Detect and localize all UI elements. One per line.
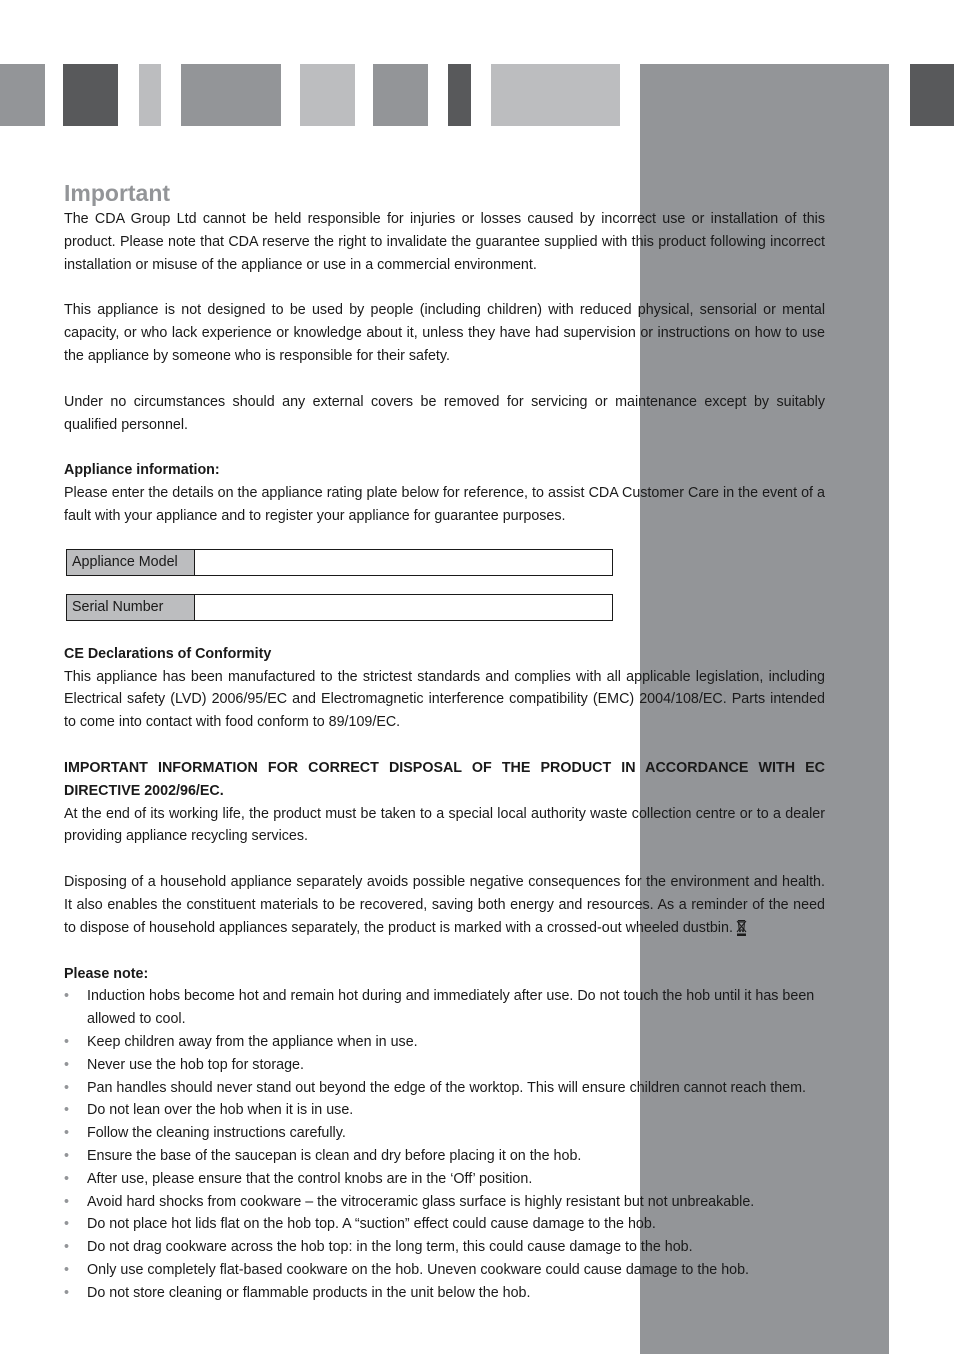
list-item-text: After use, please ensure that the control knobs are in the ‘Off’ position.: [87, 1170, 533, 1187]
bullet-icon: •: [64, 1033, 70, 1050]
bullet-icon: •: [64, 1239, 70, 1256]
list-item: [64, 985, 825, 1031]
list-item-text: Follow the cleaning instructions carefully.: [87, 1125, 346, 1142]
page-content: [64, 178, 825, 1304]
serial-number-label: Serial Number: [67, 595, 195, 620]
bullet-icon: •: [64, 1147, 70, 1164]
serial-number-field[interactable]: [195, 595, 612, 620]
header-block: [910, 64, 954, 126]
crossed-out-dustbin-icon: [736, 918, 747, 936]
disposal-text-body: Disposing of a household appliance separately avoids possible negative consequences for the environment and health. It also enables the constituent materials to be recovered, saving both energy and resources. As a reminder of the need to dispose of household appliances separately, the product is marked with a crossed-out wheeled dustbin.: [64, 874, 825, 936]
list-item-text: Keep children away from the appliance when in use.: [87, 1033, 418, 1050]
bullet-icon: •: [64, 1170, 70, 1187]
note-list: [64, 985, 825, 1304]
appliance-model-field[interactable]: [195, 550, 612, 575]
list-item-text: Do not drag cookware across the hob top: in the long term, this could cause damage to the hob.: [87, 1239, 693, 1256]
bullet-icon: •: [64, 1216, 70, 1233]
list-item: [64, 1282, 825, 1305]
list-item-text: Only use completely flat-based cookware on the hob. Uneven cookware could cause damage to the hob.: [87, 1261, 750, 1278]
appliance-model-label: Appliance Model: [67, 550, 195, 575]
list-item-text: Do not place hot lids flat on the hob top. A “suction” effect could cause damage to the hob.: [87, 1216, 656, 1233]
header-block: [63, 64, 118, 126]
list-item: [64, 1213, 825, 1236]
list-item: [64, 1054, 825, 1077]
list-item-text: Avoid hard shocks from cookware – the vitroceramic glass surface is highly resistant but not unbreakable.: [87, 1193, 755, 1210]
list-item: [64, 1031, 825, 1054]
header-block: [448, 64, 471, 126]
list-item-text: Do not store cleaning or flammable products in the unit below the hob.: [87, 1284, 531, 1301]
list-item-text: Induction hobs become hot and remain hot during and immediately after use. Do not touch the hob until it has been allowed to cool.: [87, 988, 815, 1028]
list-item-text: Do not lean over the hob when it is in use.: [87, 1102, 354, 1119]
bullet-icon: •: [64, 1125, 70, 1142]
header-block: [491, 64, 620, 126]
bullet-icon: •: [64, 1079, 70, 1096]
header-block: [300, 64, 355, 126]
list-item: [64, 1168, 825, 1191]
disposal-heading: IMPORTANT INFORMATION FOR CORRECT DISPOSAL OF THE PRODUCT IN ACCORDANCE WITH EC DIRECTIVE 2002/96/EC.: [64, 759, 825, 799]
bullet-icon: •: [64, 1102, 70, 1119]
ce-heading: CE Declarations of Conformity: [64, 645, 272, 662]
bullet-icon: •: [64, 1261, 70, 1278]
appliance-info-heading: Appliance information:: [64, 462, 220, 479]
list-item: [64, 1259, 825, 1282]
list-item: [64, 1077, 825, 1100]
bullet-icon: •: [64, 988, 70, 1005]
appliance-info-text: Please enter the details on the appliance rating plate below for reference, to assist CDA Customer Care in the event of a fault with your appliance and to register your appliance for guarantee purposes.: [64, 485, 825, 524]
list-item-text: Pan handles should never stand out beyond the edge of the worktop. This will ensure children cannot reach them.: [87, 1079, 807, 1096]
header-block: [139, 64, 161, 126]
paragraph: The CDA Group Ltd cannot be held responsible for injuries or losses caused by incorrect use or installation of this product. Please note that CDA reserve the right to invalidate the guarantee supplied with this product following incorrect installation or misuse of the appliance or use in a commercial environment.: [64, 211, 825, 273]
serial-number-row: [66, 594, 613, 621]
disposal-text: [64, 871, 825, 939]
bullet-icon: •: [64, 1284, 70, 1301]
header-block: [373, 64, 428, 126]
disposal-text: At the end of its working life, the product must be taken to a special local authority waste collection centre or to a dealer providing appliance recycling services.: [64, 805, 825, 845]
note-heading: Please note:: [64, 965, 149, 982]
header-block: [181, 64, 281, 126]
paragraph: Under no circumstances should any external covers be removed for servicing or maintenance except by suitably qualified personnel.: [64, 393, 825, 433]
ce-text: This appliance has been manufactured to the strictest standards and complies with all applicable legislation, including Electrical safety (LVD) 2006/95/EC and Electromagnetic interference compatibility (EMC) 2004/108/EC. Parts intended to come into contact with food conform to 89/109/EC.: [64, 668, 825, 731]
bullet-icon: •: [64, 1056, 70, 1073]
paragraph: This appliance is not designed to be used by people (including children) with reduced physical, sensorial or mental capacity, or who lack experience or knowledge about it, unless they have had supervision or instructions on how to use the appliance by someone who is responsible for their safety.: [64, 302, 825, 364]
list-item: [64, 1122, 825, 1145]
list-item-text: Ensure the base of the saucepan is clean and dry before placing it on the hob.: [87, 1147, 582, 1164]
list-item-text: Never use the hob top for storage.: [87, 1056, 304, 1073]
list-item: [64, 1236, 825, 1259]
list-item: [64, 1145, 825, 1168]
list-item: [64, 1191, 825, 1214]
header-block: [0, 64, 45, 126]
bullet-icon: •: [64, 1193, 70, 1210]
appliance-model-row: [66, 549, 613, 576]
page-title: Important: [64, 180, 171, 206]
list-item: [64, 1099, 825, 1122]
